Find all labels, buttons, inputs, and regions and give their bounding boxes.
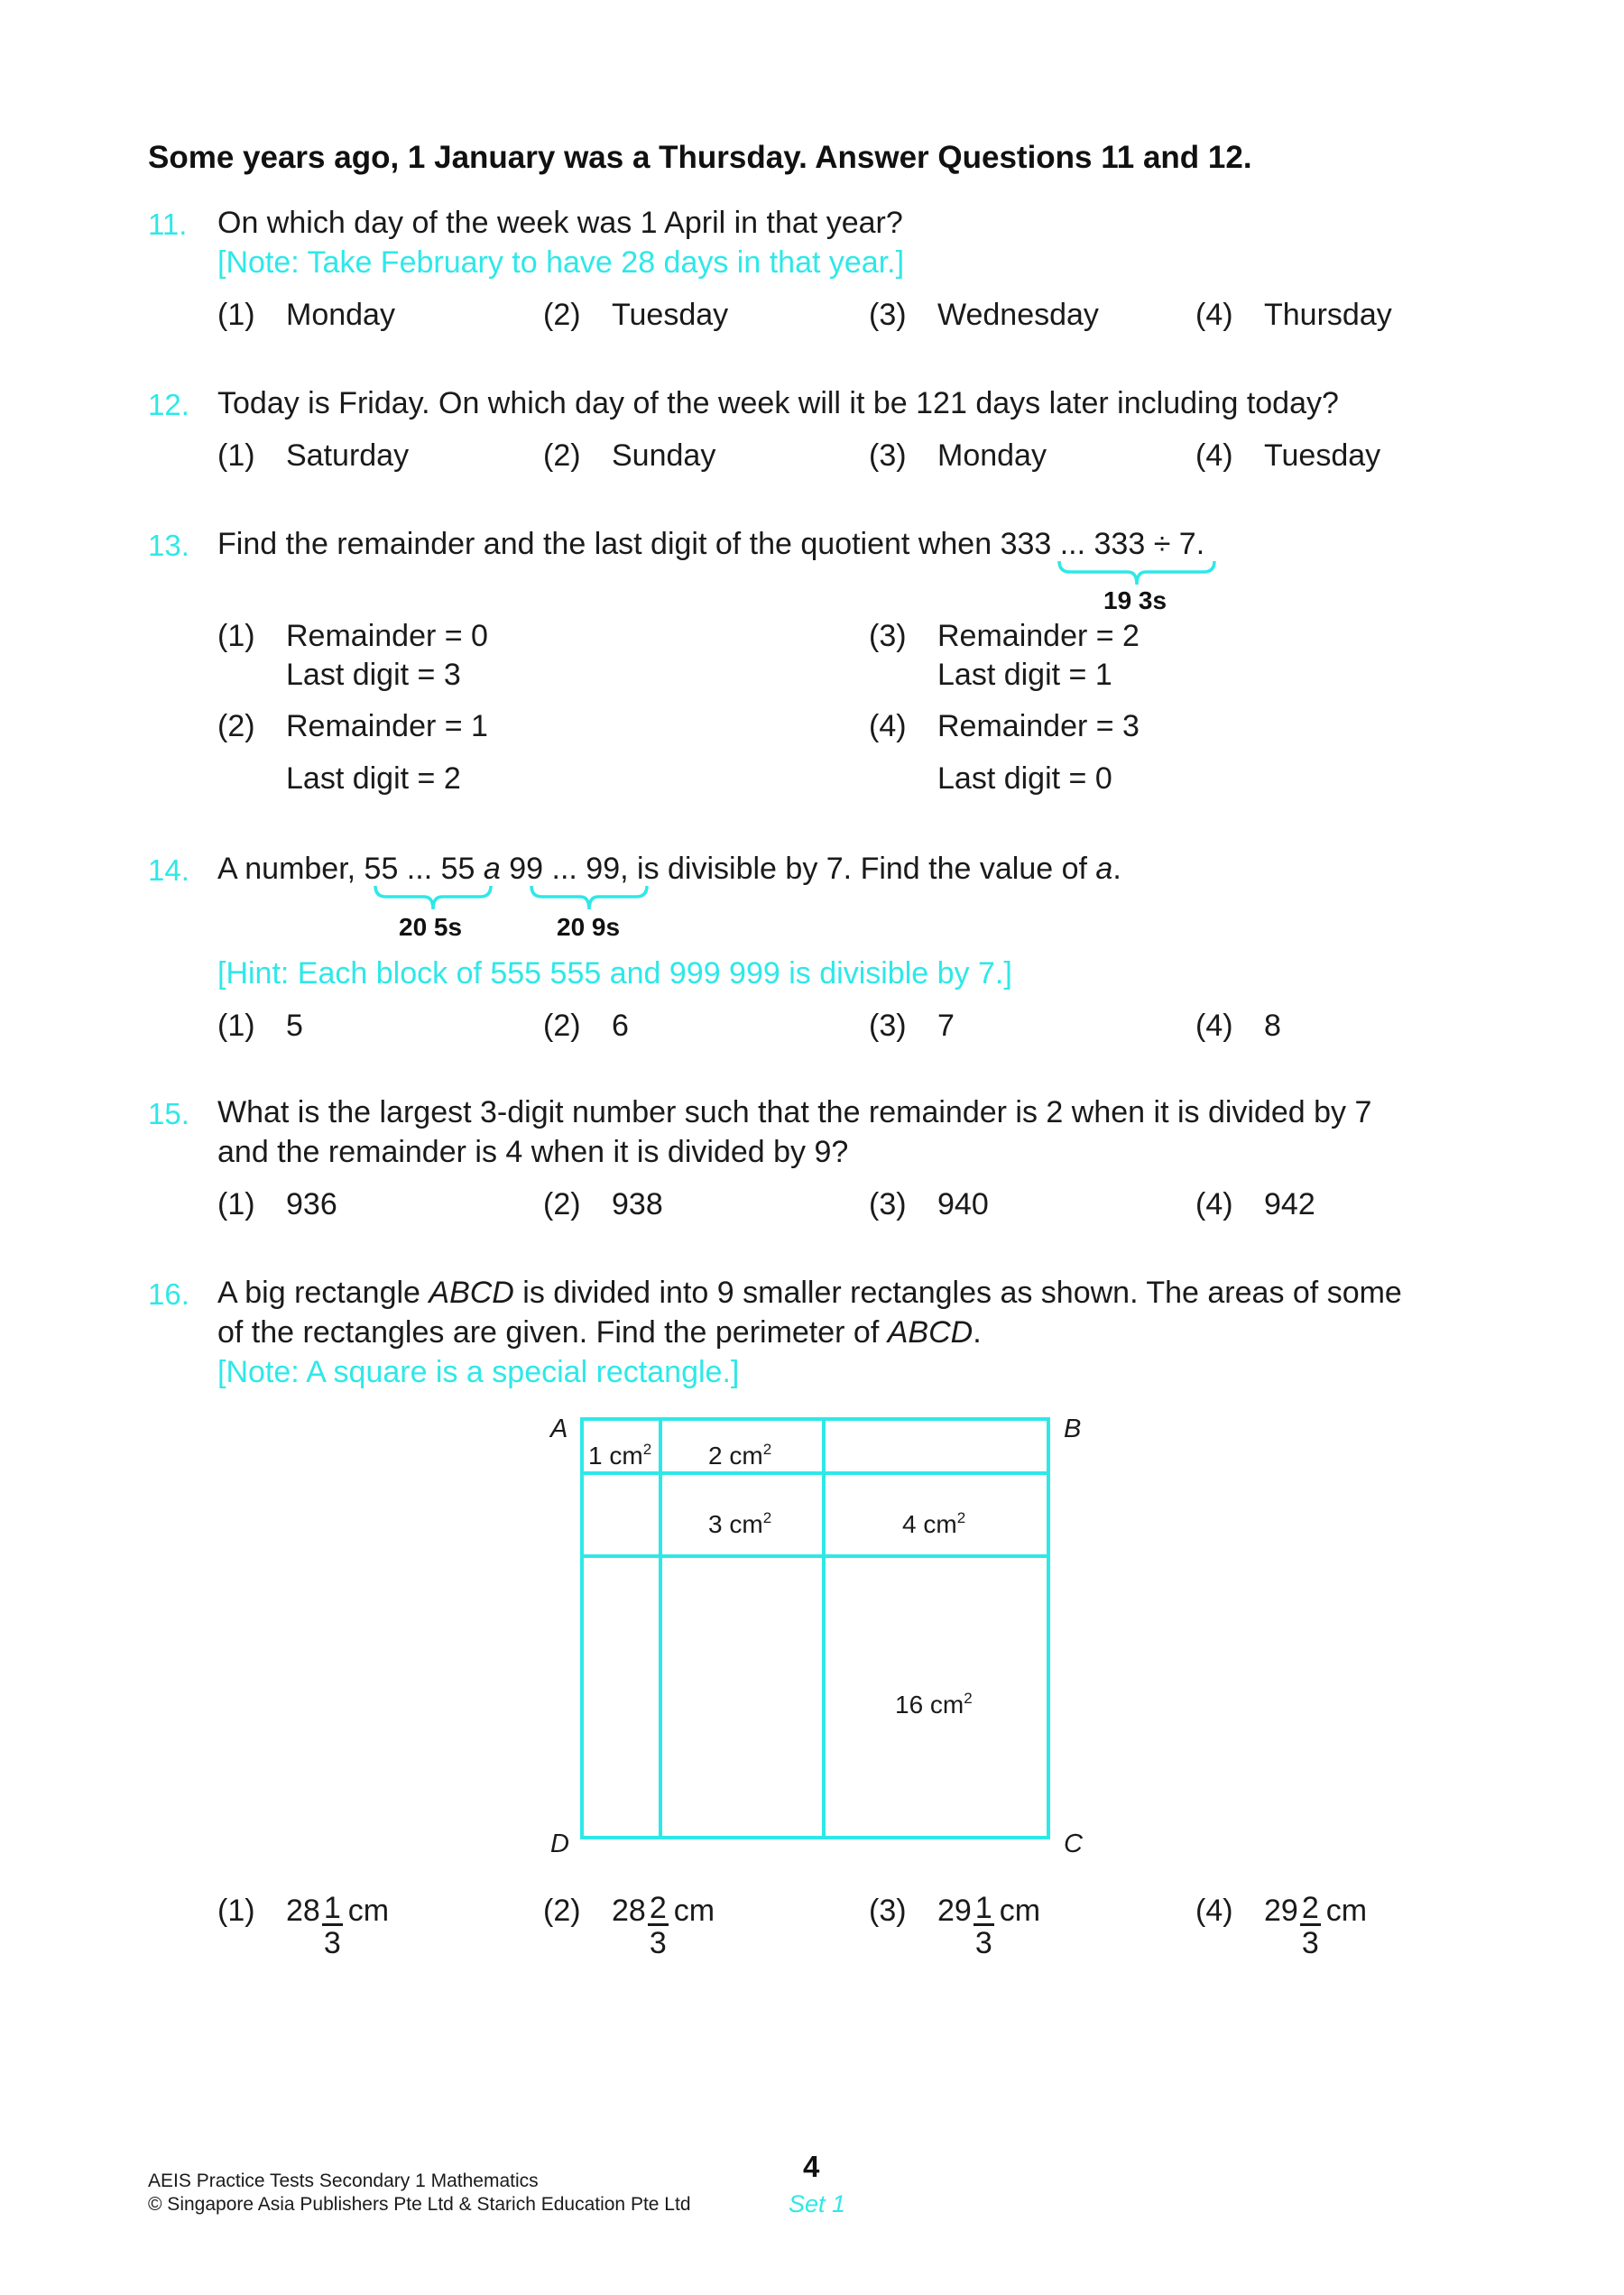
option-2[interactable]	[543, 1893, 715, 1959]
option-4[interactable]	[1195, 1009, 1281, 1044]
section-intro: Some years ago, 1 January was a Thursday. Answer Questions 11 and 12.	[148, 140, 1252, 175]
question-text: Today is Friday. On which day of the week will it be 121 days later including today?	[217, 386, 1339, 420]
text: of the rectangles are given. Find the perimeter of	[217, 1315, 888, 1350]
text: .	[973, 1315, 982, 1350]
cell-area-3	[708, 1509, 771, 1539]
fraction	[1300, 1893, 1321, 1959]
unit: cm	[999, 1894, 1041, 1928]
fraction	[973, 1893, 994, 1959]
option-1[interactable]	[217, 1009, 303, 1044]
numerator: 2	[649, 1891, 667, 1925]
option-label: 942	[1264, 1187, 1315, 1221]
question-note: [Note: Take February to have 28 days in that year.]	[217, 245, 905, 280]
underbrace-icon	[528, 884, 651, 913]
question-number: 12.	[148, 388, 189, 421]
question-text-line1	[217, 1276, 1402, 1311]
option-number: (3)	[869, 1009, 907, 1043]
denominator: 3	[323, 1926, 341, 1960]
option-label: Monday	[937, 438, 1047, 473]
vertex-a: A	[550, 1415, 568, 1443]
option-number: (2)	[217, 709, 255, 743]
unit: cm	[347, 1894, 390, 1928]
question-number: 16.	[148, 1277, 189, 1311]
option-4[interactable]	[1195, 1893, 1367, 1959]
question-note: [Note: A square is a special rectangle.]	[217, 1355, 740, 1389]
cell-area-2	[708, 1441, 771, 1470]
option-label: Tuesday	[1264, 438, 1381, 473]
denominator: 3	[649, 1926, 667, 1960]
option-2[interactable]	[543, 1187, 663, 1222]
question-text	[217, 527, 1204, 562]
option-number: (3)	[869, 438, 907, 473]
fraction	[648, 1893, 669, 1959]
unit: cm	[1325, 1894, 1368, 1928]
area-exponent: 2	[642, 1441, 652, 1458]
option-label: 938	[612, 1187, 663, 1221]
option-4[interactable]	[1195, 298, 1392, 333]
option-label: 5	[286, 1009, 303, 1043]
brace-label: 19 3s	[1103, 586, 1167, 614]
unit: cm	[673, 1894, 715, 1928]
option-4-line2: Last digit = 0	[937, 761, 1112, 796]
option-1[interactable]	[217, 619, 488, 654]
option-label: Thursday	[1264, 298, 1392, 332]
option-3[interactable]	[869, 619, 1140, 654]
option-3[interactable]	[869, 1009, 955, 1044]
text: is divided into 9 smaller rectangles as shown. The areas of some	[513, 1276, 1402, 1310]
page-number: 4	[803, 2150, 820, 2183]
option-4[interactable]	[1195, 1187, 1315, 1222]
footer-copyright: © Singapore Asia Publishers Pte Ltd & Starich Education Pte Ltd	[148, 2194, 691, 2215]
whole-part: 29	[1264, 1894, 1298, 1928]
question-hint: [Hint: Each block of 555 555 and 999 999 is divisible by 7.]	[217, 956, 1012, 991]
option-number: (1)	[217, 619, 255, 653]
question-text-after: ÷ 7.	[1145, 527, 1205, 561]
option-label: 940	[937, 1187, 989, 1221]
option-number: (2)	[543, 1009, 581, 1043]
numerator: 1	[323, 1891, 341, 1925]
option-2[interactable]	[543, 298, 728, 333]
option-label: 936	[286, 1187, 337, 1221]
option-1-line2: Last digit = 3	[286, 658, 461, 692]
question-text-before: A number,	[217, 852, 364, 886]
vertex-c: C	[1064, 1830, 1083, 1858]
question-text-before: Find the remainder and the last digit of the quotient when	[217, 527, 1001, 561]
option-number: (4)	[1195, 298, 1233, 332]
question-number: 14.	[148, 853, 189, 887]
option-label: Monday	[286, 298, 395, 332]
area-value: 16 cm	[895, 1691, 964, 1719]
area-value: 2 cm	[708, 1442, 763, 1470]
option-line1: Remainder = 2	[937, 619, 1140, 653]
brace-label-nines: 20 9s	[557, 913, 621, 941]
option-4[interactable]	[869, 709, 1140, 744]
vertex-d: D	[550, 1830, 569, 1858]
option-number: (2)	[543, 1187, 581, 1221]
option-2-line2: Last digit = 2	[286, 761, 461, 796]
option-number: (4)	[1195, 438, 1233, 473]
area-exponent: 2	[956, 1509, 966, 1526]
option-label: 8	[1264, 1009, 1281, 1043]
denominator: 3	[1301, 1926, 1319, 1960]
option-2[interactable]	[543, 438, 715, 474]
option-2[interactable]	[217, 709, 488, 744]
option-number: (3)	[869, 1894, 907, 1928]
option-label: 6	[612, 1009, 629, 1043]
question-text-line1: What is the largest 3-digit number such that the remainder is 2 when it is divided by 7	[217, 1095, 1372, 1129]
repeated-nines: 99 ... 99	[509, 852, 621, 886]
variable-a: a	[483, 852, 501, 886]
option-number: (4)	[1195, 1894, 1233, 1928]
option-number: (1)	[217, 438, 255, 473]
question-number: 15.	[148, 1097, 189, 1130]
repeated-fives: 55 ... 55	[364, 852, 475, 886]
option-number: (2)	[543, 438, 581, 473]
rectangle-name: ABCD	[429, 1276, 514, 1310]
option-number: (4)	[1195, 1187, 1233, 1221]
question-text: On which day of the week was 1 April in that year?	[217, 206, 903, 240]
variable-a: a	[1095, 852, 1113, 886]
option-number: (2)	[543, 1894, 581, 1928]
question-text-line2: and the remainder is 4 when it is divided by 9?	[217, 1135, 849, 1169]
whole-part: 28	[612, 1894, 646, 1928]
option-label: Tuesday	[612, 298, 729, 332]
option-number: (3)	[869, 619, 907, 653]
brace-label-fives: 20 5s	[399, 913, 463, 941]
repeated-digits-expression: 333 ... 333	[1000, 527, 1146, 561]
area-value: 1 cm	[588, 1442, 643, 1470]
option-label: Sunday	[612, 438, 716, 473]
underbrace-icon	[372, 884, 494, 913]
option-3[interactable]	[869, 438, 1047, 474]
option-1[interactable]	[217, 298, 395, 333]
option-label: Wednesday	[937, 298, 1099, 332]
option-number: (3)	[869, 1187, 907, 1221]
option-2[interactable]	[543, 1009, 629, 1044]
option-number: (2)	[543, 298, 581, 332]
question-text-after: , is divisible by 7. Find the value of	[620, 852, 1096, 886]
set-label: Set 1	[789, 2190, 846, 2217]
option-3[interactable]	[869, 1893, 1040, 1959]
option-line1: Remainder = 3	[937, 709, 1140, 743]
cell-area-1	[588, 1441, 651, 1470]
option-number: (3)	[869, 298, 907, 332]
option-3[interactable]	[869, 298, 1099, 333]
option-number: (1)	[217, 1009, 255, 1043]
option-line1: Remainder = 1	[286, 709, 488, 743]
question-number: 11.	[148, 207, 188, 241]
option-1[interactable]	[217, 1893, 389, 1959]
numerator: 2	[1301, 1891, 1319, 1925]
area-value: 4 cm	[902, 1510, 957, 1538]
option-number: (1)	[217, 1187, 255, 1221]
option-number: (1)	[217, 1894, 255, 1928]
option-1[interactable]	[217, 438, 409, 474]
footer-title: AEIS Practice Tests Secondary 1 Mathematics	[148, 2171, 539, 2191]
option-label: 7	[937, 1009, 955, 1043]
whole-part: 28	[286, 1894, 320, 1928]
area-value: 3 cm	[708, 1510, 763, 1538]
fraction	[322, 1893, 343, 1959]
question-text	[217, 852, 1121, 887]
text: A big rectangle	[217, 1276, 429, 1310]
mixed-number	[937, 1893, 1040, 1959]
option-number: (4)	[1195, 1009, 1233, 1043]
option-number: (1)	[217, 298, 255, 332]
mixed-number	[1264, 1893, 1367, 1959]
mixed-number	[612, 1893, 715, 1959]
question-text-end: .	[1112, 852, 1121, 886]
denominator: 3	[974, 1926, 992, 1960]
area-exponent: 2	[762, 1509, 772, 1526]
area-exponent: 2	[762, 1441, 772, 1458]
numerator: 1	[974, 1891, 992, 1925]
underbrace-icon	[1056, 559, 1218, 588]
cell-area-16	[895, 1690, 973, 1719]
area-exponent: 2	[964, 1690, 973, 1707]
mixed-number	[286, 1893, 389, 1959]
whole-part: 29	[937, 1894, 972, 1928]
option-3-line2: Last digit = 1	[937, 658, 1112, 692]
option-label: Saturday	[286, 438, 410, 473]
option-1[interactable]	[217, 1187, 337, 1222]
option-4[interactable]	[1195, 438, 1380, 474]
cell-area-4	[902, 1509, 965, 1539]
vertex-b: B	[1064, 1415, 1082, 1443]
option-3[interactable]	[869, 1187, 989, 1222]
option-line1: Remainder = 0	[286, 619, 488, 653]
option-number: (4)	[869, 709, 907, 743]
rectangle-name: ABCD	[887, 1315, 973, 1350]
question-number: 13.	[148, 529, 189, 562]
question-text-line2	[217, 1315, 982, 1350]
